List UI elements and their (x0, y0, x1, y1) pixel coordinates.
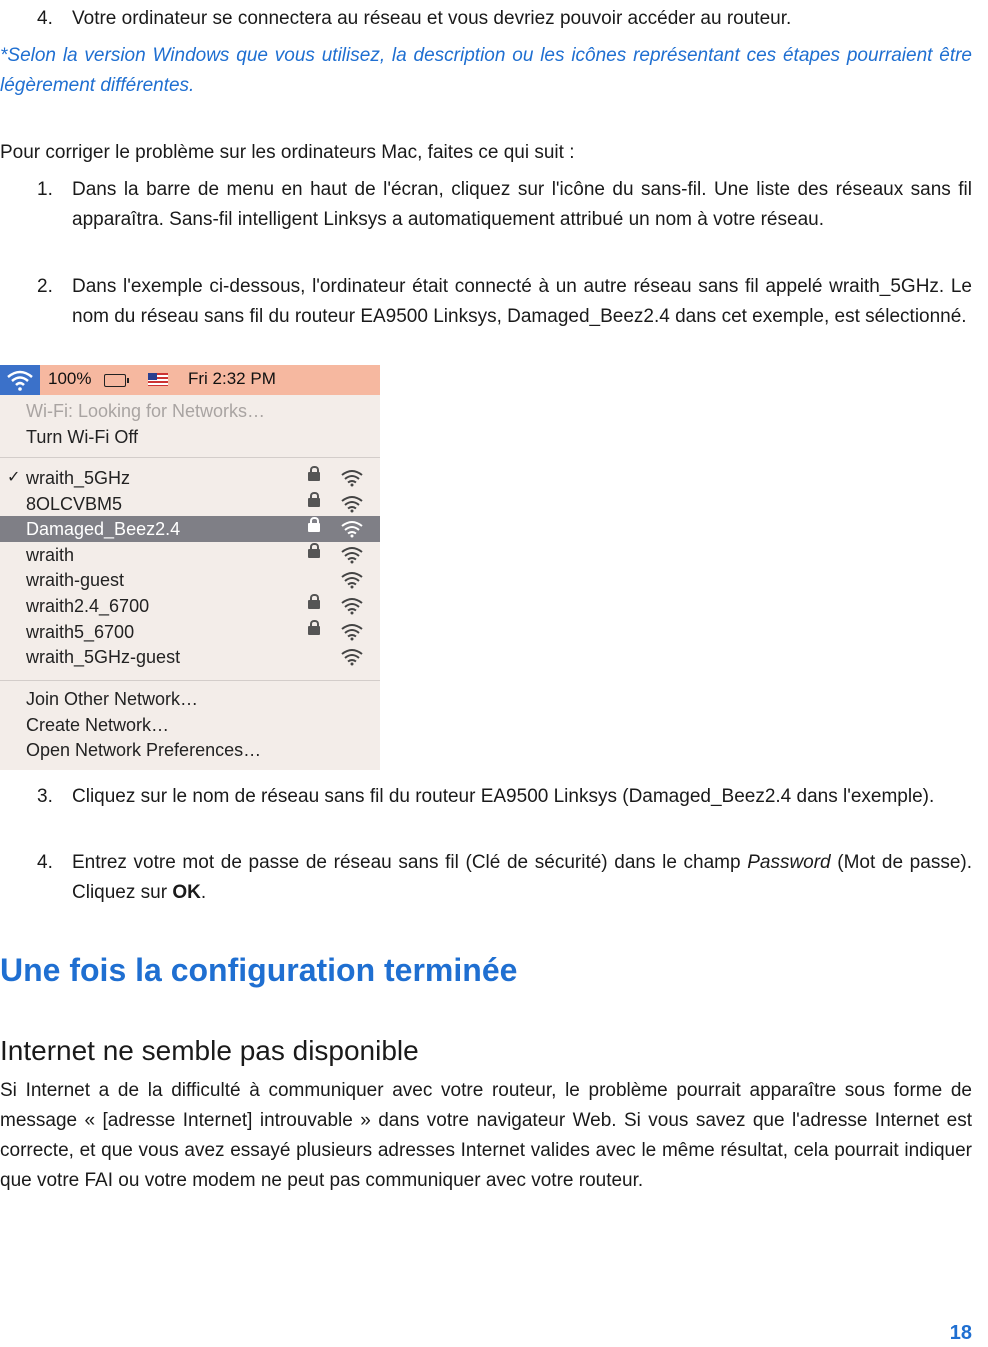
wifi-signal-icon (340, 546, 364, 564)
network-name: wraith-guest (26, 570, 125, 591)
network-name: 8OLCVBM5 (26, 493, 123, 514)
step-text: Votre ordinateur se connectera au réseau et vous devriez pouvoir accéder au routeur. (72, 8, 792, 29)
network-name: wraith5_6700 (26, 621, 135, 642)
wifi-signal-icon (340, 495, 364, 513)
wifi-menubar-icon[interactable] (0, 365, 40, 395)
lock-icon (308, 472, 320, 481)
step-number: 4. (37, 852, 53, 873)
wifi-signal-icon (340, 623, 364, 641)
mac-menubar (0, 365, 380, 395)
network-name: Damaged_Beez2.4 (26, 519, 181, 540)
step-number: 3. (37, 786, 53, 807)
menu-divider (0, 680, 380, 681)
wifi-status: Wi-Fi: Looking for Networks… (26, 401, 266, 421)
wifi-signal-icon (340, 648, 364, 666)
open-network-preferences-item[interactable]: Open Network Preferences… (26, 740, 262, 760)
network-item[interactable] (0, 619, 380, 645)
body-paragraph: Si Internet a de la difficulté à communiquer avec votre routeur, le problème pourrait apparaître sous forme de message « [adresse Internet] introuvable » dans votre navigateur Web. Si vous savez que l'adresse Internet est correcte, et que vous avez essayé plusieurs adresses Internet valides avec le même résultat, cela pourrait indiquer que votre FAI ou votre modem ne peut pas communiquer avec votre routeur. (0, 1080, 972, 1191)
us-flag-icon (148, 373, 168, 386)
lock-icon (308, 626, 320, 635)
network-item[interactable] (0, 644, 380, 670)
windows-note: *Selon la version Windows que vous utilisez, la description ou les icônes représentant ces étapes pourraient être légèrement différentes. (0, 45, 972, 96)
step-text: Cliquez sur le nom de réseau sans fil du routeur EA9500 Linksys (Damaged_Beez2.4 dans l'exemple). (72, 786, 935, 807)
wifi-signal-icon (340, 571, 364, 589)
mac-intro: Pour corriger le problème sur les ordinateurs Mac, faites ce qui suit : (0, 142, 575, 163)
menu-divider (0, 457, 380, 458)
step-number: 2. (37, 276, 53, 297)
network-item[interactable] (0, 567, 380, 593)
step-number: 4. (37, 8, 53, 29)
section-heading: Une fois la configuration terminée (0, 952, 518, 988)
network-name: wraith (26, 544, 75, 565)
page-number: 18 (949, 1322, 972, 1344)
menubar-clock: Fri 2:32 PM (188, 369, 276, 388)
network-name: wraith_5GHz-guest (26, 647, 181, 668)
checkmark-icon: ✓ (7, 469, 21, 486)
join-other-network-item[interactable]: Join Other Network… (26, 689, 199, 709)
step-text: Entrez votre mot de passe de réseau sans fil (Clé de sécurité) dans le champ Password (Mot de passe). Cliquez sur OK. (72, 852, 972, 903)
wifi-signal-icon (340, 597, 364, 615)
password-field-name: Password (747, 852, 831, 873)
battery-percent: 100% (48, 369, 92, 388)
create-network-item[interactable]: Create Network… (26, 715, 170, 735)
step-text: Dans la barre de menu en haut de l'écran, cliquez sur l'icône du sans-fil. Une liste des réseaux sans fil apparaîtra. Sans-fil intelligent Linksys a automatiquement attribué un nom à votre réseau. (72, 179, 972, 230)
lock-icon (308, 600, 320, 609)
network-name: wraith_5GHz (26, 468, 131, 488)
network-item[interactable] (0, 542, 380, 568)
mac-wifi-menu-screenshot (0, 365, 380, 770)
network-item[interactable] (0, 491, 380, 517)
network-item[interactable] (0, 516, 380, 542)
network-item[interactable] (0, 593, 380, 619)
lock-icon (308, 549, 320, 558)
lock-icon (308, 498, 320, 507)
network-name: wraith2.4_6700 (26, 596, 150, 616)
lock-icon (308, 523, 320, 532)
battery-icon (104, 374, 126, 387)
wifi-signal-icon (340, 520, 364, 538)
wifi-signal-icon (340, 469, 364, 487)
turn-wifi-off-item[interactable]: Turn Wi-Fi Off (26, 427, 138, 447)
subsection-heading: Internet ne semble pas disponible (0, 1035, 419, 1066)
ok-label: OK (172, 882, 201, 903)
step-number: 1. (37, 179, 53, 200)
step-text: Dans l'exemple ci-dessous, l'ordinateur était connecté à un autre réseau sans fil appelé wraith_5GHz. Le nom du réseau sans fil du routeur EA9500 Linksys, Damaged_Beez2.4 dans cet exemple, est sélectionné. (72, 276, 972, 327)
network-item[interactable] (0, 465, 380, 491)
